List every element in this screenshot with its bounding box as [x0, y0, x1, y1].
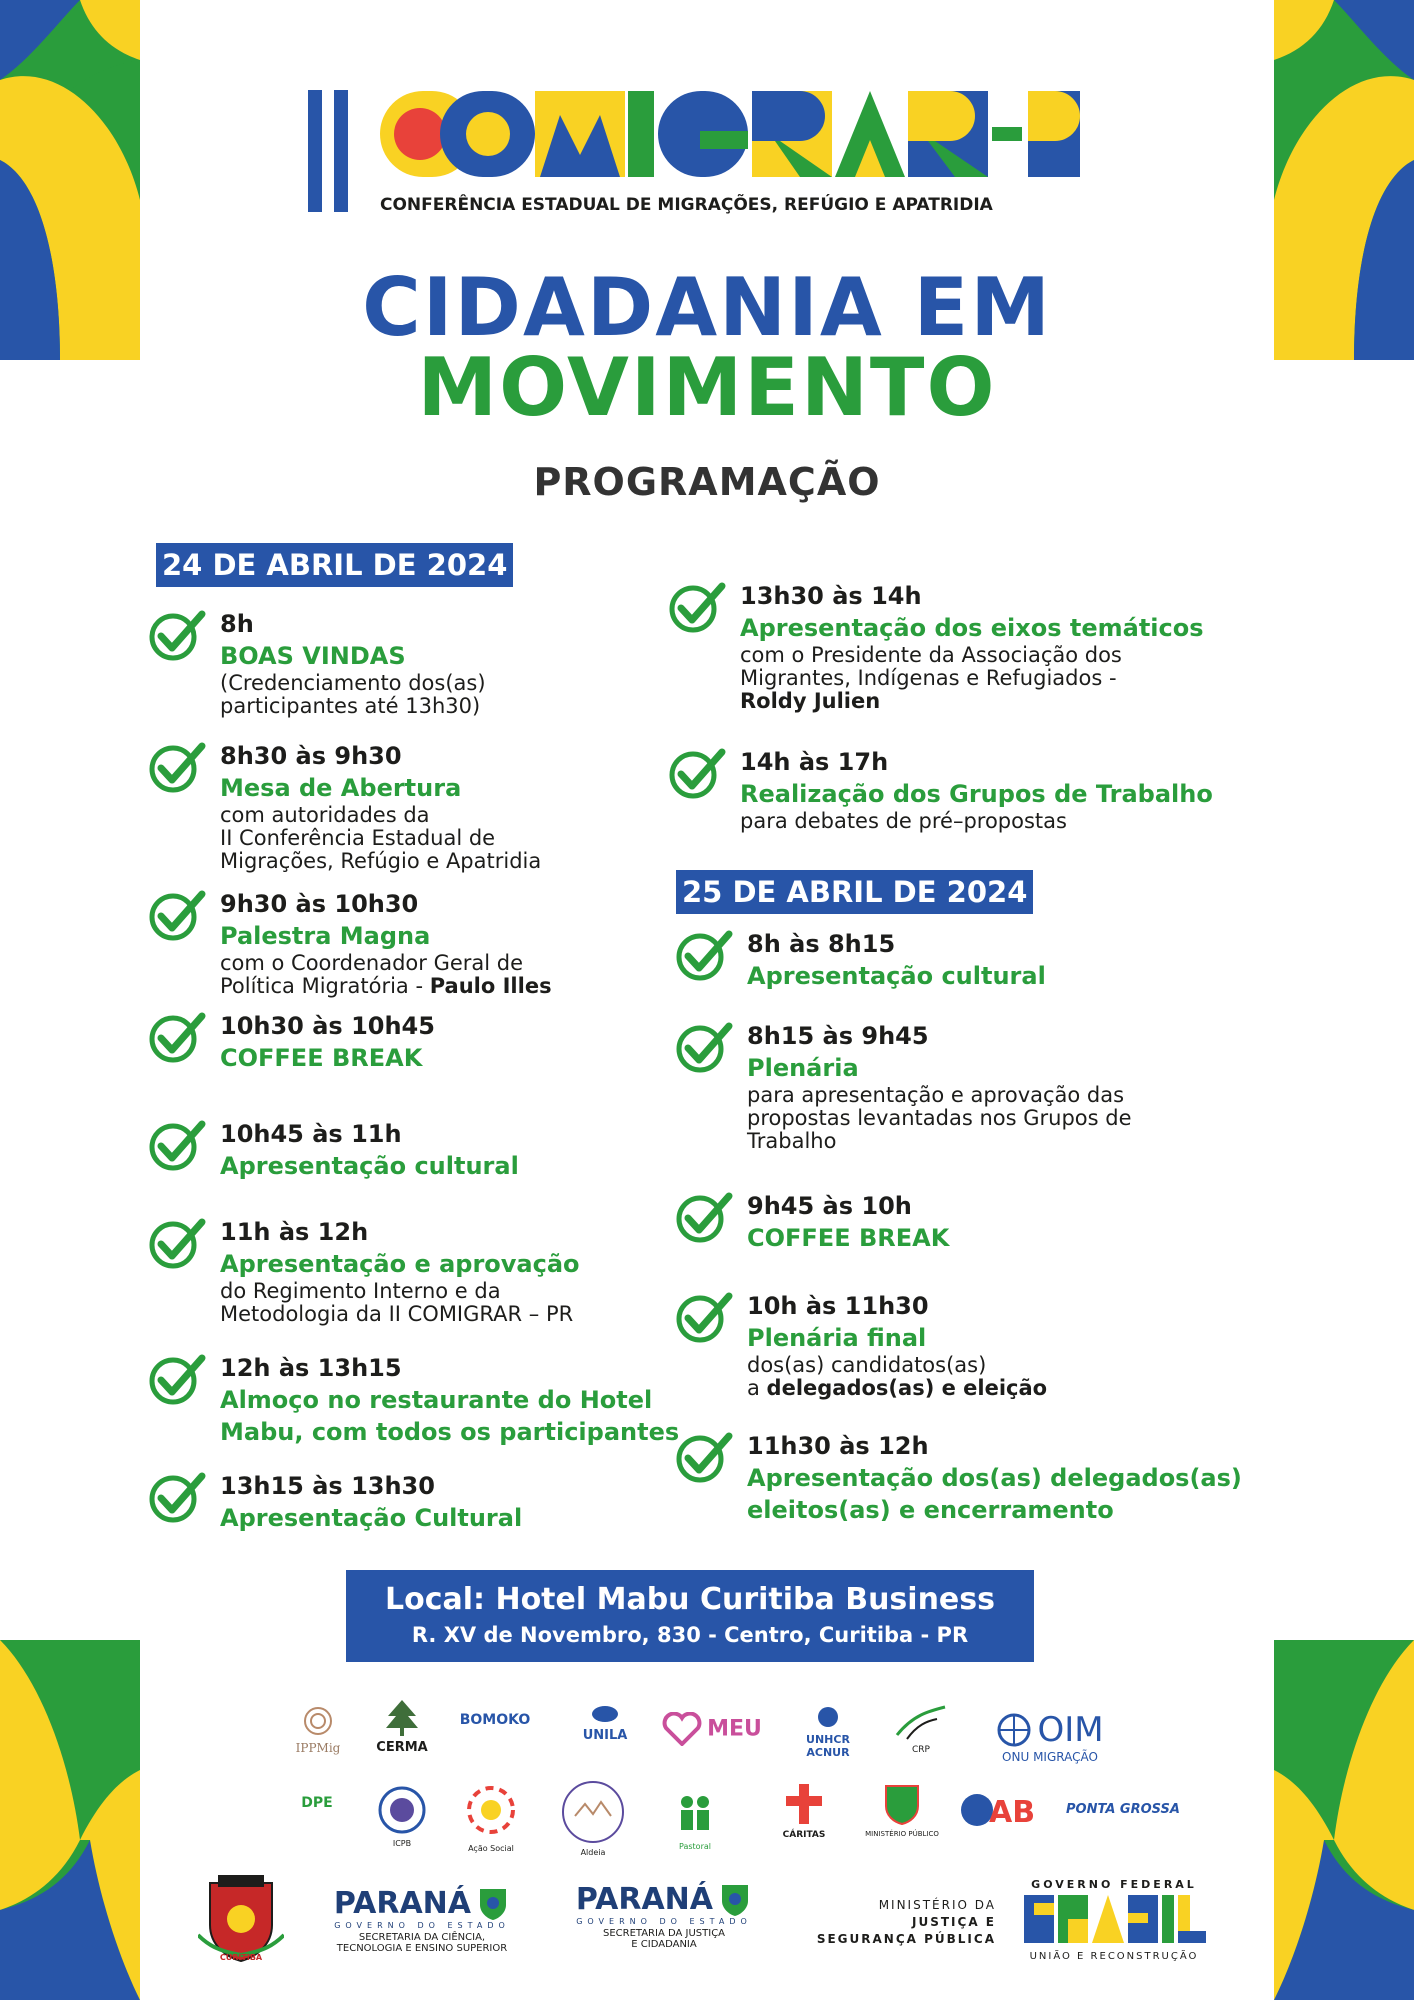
check-icon [148, 1216, 206, 1274]
schedule-item-text [747, 1020, 1132, 1153]
schedule-item-text [747, 1430, 1242, 1526]
schedule-time: 9h45 às 10h [747, 1192, 912, 1220]
svg-text:AB: AB [989, 1795, 1036, 1828]
logo-aldeia: Aldeia [560, 1780, 626, 1857]
schedule-item-text [220, 888, 552, 998]
event-logo [308, 85, 1068, 220]
day1-date-bar: 24 DE ABRIL DE 2024 [156, 543, 513, 587]
check-icon [148, 888, 206, 946]
logo-meu: MEU [662, 1712, 762, 1746]
check-icon [675, 1290, 733, 1348]
event-subtitle: CONFERÊNCIA ESTADUAL DE MIGRAÇÕES, REFÚGIO E APATRIDIA [380, 195, 993, 215]
check-icon [668, 746, 726, 804]
location-box [346, 1570, 1034, 1662]
logo-unhcr: UNHCR ACNUR [793, 1705, 863, 1759]
logo-unila: UNILA [570, 1704, 640, 1743]
check-icon [148, 1470, 206, 1528]
schedule-title: Plenária final [747, 1324, 927, 1352]
headline-line2: MOVIMENTO [417, 341, 997, 434]
schedule-desc: do Regimento Interno e da [220, 1279, 501, 1303]
schedule-title: Plenária [747, 1054, 859, 1082]
check-icon [675, 1190, 733, 1248]
corner-bottom-right-decoration [1274, 1640, 1414, 2000]
schedule-item-text [220, 740, 541, 873]
schedule-time: 10h30 às 10h45 [220, 1012, 435, 1040]
schedule-time: 8h [220, 610, 254, 638]
check-icon [675, 1430, 733, 1488]
schedule-desc-highlight: Roldy Julien [740, 689, 881, 713]
schedule-desc-highlight: delegados(as) e eleição [766, 1376, 1048, 1400]
check-icon [148, 740, 206, 798]
check-icon [148, 1352, 206, 1410]
schedule-title: COFFEE BREAK [747, 1224, 950, 1252]
comigrar-wordmark [380, 85, 1080, 185]
logo-ministerio-publico: MINISTÉRIO PÚBLICO [862, 1782, 942, 1838]
logo-cerma: CERMA [372, 1698, 432, 1755]
schedule-time: 11h30 às 12h [747, 1432, 929, 1460]
schedule-desc: com o Presidente da Associação dos [740, 643, 1122, 667]
logo-pastoral: Pastoral [660, 1782, 730, 1851]
schedule-title: Almoço no restaurante do Hotel [220, 1386, 653, 1414]
schedule-item-text [220, 1216, 580, 1326]
logo-crp: CRP [886, 1705, 956, 1755]
schedule-item-text [220, 1352, 679, 1448]
schedule-title: Apresentação dos eixos temáticos [740, 614, 1204, 642]
schedule-desc: Migrações, Refúgio e Apatridia [220, 849, 542, 873]
schedule-title: COFFEE BREAK [220, 1044, 423, 1072]
schedule-time: 8h30 às 9h30 [220, 742, 402, 770]
schedule-title: Apresentação cultural [220, 1152, 519, 1180]
schedule-desc: II Conferência Estadual de [220, 826, 496, 850]
schedule-time: 8h às 8h15 [747, 930, 896, 958]
schedule-title: Apresentação dos(as) delegados(as) [747, 1464, 1242, 1492]
schedule-title: Realização dos Grupos de Trabalho [740, 780, 1213, 808]
check-icon [148, 608, 206, 666]
schedule-item-text [747, 928, 1046, 992]
check-icon [675, 1020, 733, 1078]
schedule-title: BOAS VINDAS [220, 642, 406, 670]
schedule-desc: para apresentação e aprovação das [747, 1083, 1125, 1107]
schedule-desc: (Credenciamento dos(as) [220, 671, 486, 695]
schedule-desc: Migrantes, Indígenas e Refugiados - [740, 666, 1117, 690]
schedule-item-text [740, 580, 1204, 713]
schedule-desc: participantes até 13h30) [220, 694, 481, 718]
logo-acao-social: Ação Social [455, 1780, 527, 1853]
location-address: R. XV de Novembro, 830 - Centro, Curitiba - PR [411, 1623, 969, 1647]
logo-ponta-grossa: PONTA GROSSA [1066, 1802, 1180, 1817]
schedule-desc: dos(as) candidatos(as) [747, 1353, 987, 1377]
schedule-item-text [740, 746, 1213, 833]
schedule-desc: para debates de pré–propostas [740, 809, 1067, 833]
schedule-time: 12h às 13h15 [220, 1354, 402, 1382]
schedule-item-text [747, 1290, 1047, 1400]
schedule-item-text [747, 1190, 949, 1254]
schedule-desc: propostas levantadas nos Grupos de [747, 1106, 1132, 1130]
schedule-time: 14h às 17h [740, 748, 889, 776]
schedule-title: Apresentação e aprovação [220, 1250, 580, 1278]
schedule-time: 10h45 às 11h [220, 1120, 402, 1148]
logo-bomoko: BOMOKO [459, 1712, 531, 1728]
schedule-item-text [220, 608, 486, 718]
schedule-title: Apresentação cultural [747, 962, 1046, 990]
schedule-desc: Política Migratória - Paulo Illes [220, 974, 552, 998]
logo-caritas: CÁRITAS [772, 1782, 836, 1840]
logo-parana-seti: PARANÁ GOVERNO DO ESTADO SECRETARIA DA CIÊNCIA, TECNOLOGIA E ENSINO SUPERIOR [333, 1886, 510, 1954]
schedule-item-text [220, 1010, 435, 1074]
logo-ippmig: IPPMig [288, 1705, 348, 1755]
logo-parana-sejuc: PARANÁ GOVERNO DO ESTADO SECRETARIA DA JUSTIÇA E CIDADANIA [575, 1882, 752, 1950]
schedule-desc: Trabalho [747, 1129, 837, 1153]
schedule-title: Palestra Magna [220, 922, 431, 950]
schedule-item-text [220, 1118, 519, 1182]
schedule-time: 13h15 às 13h30 [220, 1472, 435, 1500]
schedule-time: 13h30 às 14h [740, 582, 922, 610]
schedule-title: Apresentação Cultural [220, 1504, 523, 1532]
check-icon [148, 1010, 206, 1068]
headline-line1: CIDADANIA EM [362, 261, 1052, 354]
check-icon [675, 928, 733, 986]
ministerio-justica: MINISTÉRIO DA JUSTIÇA E SEGURANÇA PÚBLICA [816, 1898, 996, 1946]
schedule-time: 8h15 às 9h45 [747, 1022, 929, 1050]
schedule-time: 9h30 às 10h30 [220, 890, 419, 918]
schedule-desc-highlight: Paulo Illes [429, 974, 552, 998]
brasil-wordmark [1022, 1891, 1206, 1947]
logo-icpb: ICPB [374, 1785, 430, 1848]
schedule-title: Mesa de Abertura [220, 774, 462, 802]
schedule-desc: com autoridades da [220, 803, 430, 827]
check-icon [148, 1118, 206, 1176]
section-title: PROGRAMAÇÃO [533, 460, 881, 504]
schedule-title-continued: eleitos(as) e encerramento [747, 1496, 1114, 1524]
schedule-time: 11h às 12h [220, 1218, 369, 1246]
check-icon [668, 580, 726, 638]
logo-oim: OIM ONU MIGRAÇÃO [985, 1710, 1115, 1764]
schedule-desc [740, 690, 1204, 713]
corner-bottom-left-decoration [0, 1640, 140, 2000]
logo-governo-federal: GOVERNO FEDERAL UNIÃO E RECONSTRUÇÃO [1018, 1878, 1210, 1962]
schedule-title-continued: Mabu, com todos os participantes [220, 1418, 680, 1446]
logo-oab [958, 1792, 1048, 1832]
schedule-item-text [220, 1470, 522, 1534]
day2-date-bar: 25 DE ABRIL DE 2024 [676, 870, 1033, 914]
schedule-time: 10h às 11h30 [747, 1292, 929, 1320]
location-name: Local: Hotel Mabu Curitiba Business [384, 1582, 995, 1617]
logo-curitiba: CURITIBA [196, 1875, 286, 1962]
schedule-desc: com o Coordenador Geral de [220, 951, 524, 975]
logo-dpe: DPE [301, 1795, 333, 1811]
schedule-desc: Metodologia da II COMIGRAR – PR [220, 1302, 574, 1326]
schedule-desc: a delegados(as) e eleição [747, 1376, 1048, 1400]
